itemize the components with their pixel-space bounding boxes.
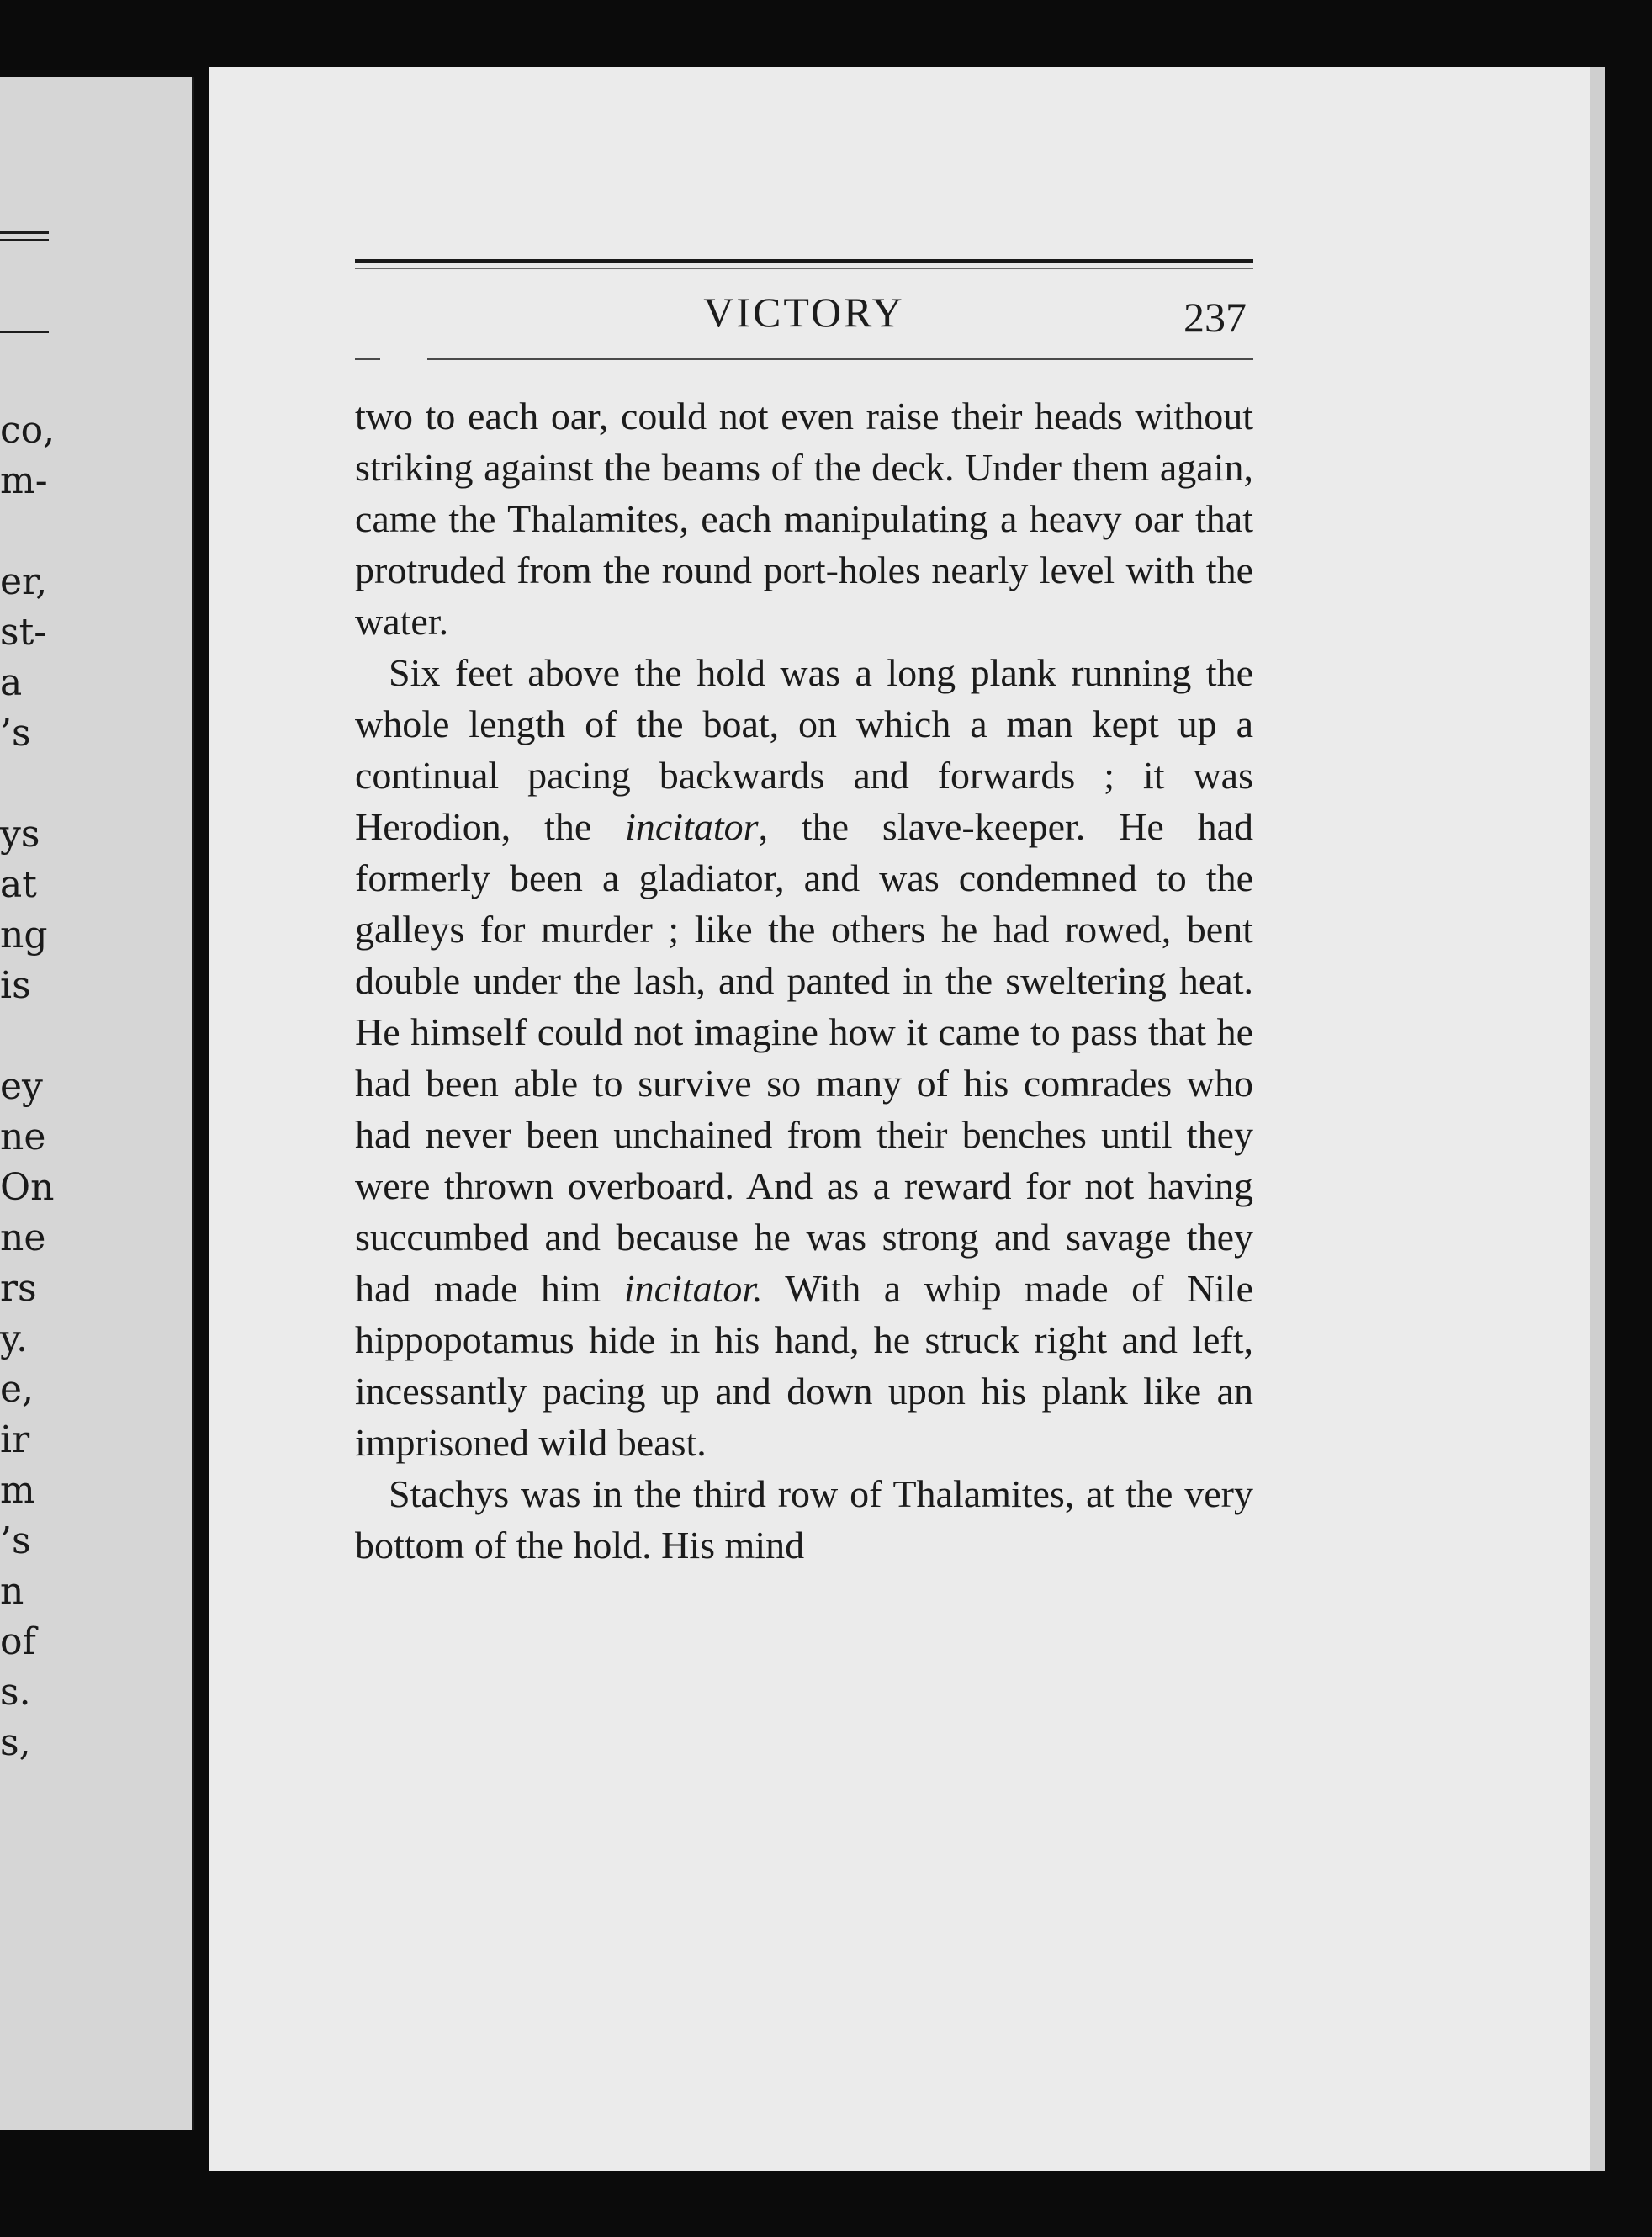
running-head — [355, 288, 1253, 355]
italic-term: incitator — [625, 805, 759, 848]
page-number: 237 — [1183, 294, 1247, 341]
left-page-fragment: ’s — [0, 1519, 31, 1562]
paragraph-1: two to each oar, could not even raise their heads without striking against the beams of the deck. Under them again, came the Thalamites, each manipulating a heavy oar that protruded from the round port-holes nearly level with the water. — [355, 395, 1253, 643]
left-page-fragment: ir — [0, 1418, 30, 1461]
left-page-fragment: ng — [0, 914, 48, 957]
left-page-fragment: of — [0, 1620, 36, 1663]
body-text — [355, 390, 1253, 1571]
left-page-fragment: y. — [0, 1317, 28, 1360]
running-title: VICTORY — [703, 289, 905, 336]
page-edge-shadow — [1590, 67, 1605, 2171]
paragraph-2-text-c: With a whip made of Nile hippopotamus hide in his hand, he struck right and left, incessantly pacing up and down upon his plank like an imprisoned wild beast. — [355, 1267, 1253, 1464]
paragraph-2-text-a: Six feet above the hold was a long plank running the whole length of the boat, on which a man kept up a continual pacing backwards and forwards ; it was Herodion, the — [355, 651, 1253, 848]
left-page-fragment: s. — [0, 1671, 31, 1714]
book-page — [209, 67, 1605, 2171]
header-rule-bottom — [427, 358, 1253, 360]
left-page-fragment: co, — [0, 409, 56, 452]
left-page-rule — [0, 231, 49, 234]
left-page-fragment: ’s — [0, 712, 31, 755]
header-rule-thin — [355, 268, 1253, 269]
header-rule-dash — [355, 358, 380, 360]
left-page-fragment: ys — [0, 813, 40, 856]
left-page-fragment: rs — [0, 1267, 37, 1310]
italic-term: incitator. — [623, 1267, 763, 1310]
left-page-fragment: a — [0, 661, 23, 704]
left-page-fragment: s, — [0, 1721, 31, 1764]
left-page-fragment: On — [0, 1166, 55, 1209]
left-page-rule — [0, 239, 49, 241]
paragraph-2-text-b: , the slave-keeper. He had formerly been a gladiator, and was condemned to the galleys for murder ; like the others he had rowed, bent double under the lash, and panted in the sweltering heat. He himself could not imagine how it came to pass that he had been able to survive so many of his comrades who had never been unchained from their benches until they were thrown overboard. And as a reward for not having succumbed and because he was strong and savage they had made him — [355, 805, 1254, 1310]
paragraph-2 — [355, 647, 1253, 1468]
left-page-fragment: m- — [0, 459, 48, 502]
left-page-fragment: st- — [0, 611, 47, 654]
left-page-dash — [0, 331, 49, 333]
left-page-fragment: is — [0, 964, 31, 1007]
left-facing-page — [0, 77, 194, 2130]
left-page-fragment: e, — [0, 1368, 34, 1411]
left-page-fragment: ne — [0, 1116, 46, 1158]
header-rule-thick — [355, 259, 1253, 263]
left-page-fragment: n — [0, 1570, 24, 1613]
left-page-fragment: m — [0, 1469, 35, 1512]
left-page-fragment: ey — [0, 1065, 43, 1108]
left-page-fragment: at — [0, 863, 37, 906]
left-page-fragment: ne — [0, 1217, 46, 1259]
paragraph-3: Stachys was in the third row of Thalamites, at the very bottom of the hold. His mind — [355, 1472, 1253, 1566]
left-page-fragment: er, — [0, 560, 48, 603]
